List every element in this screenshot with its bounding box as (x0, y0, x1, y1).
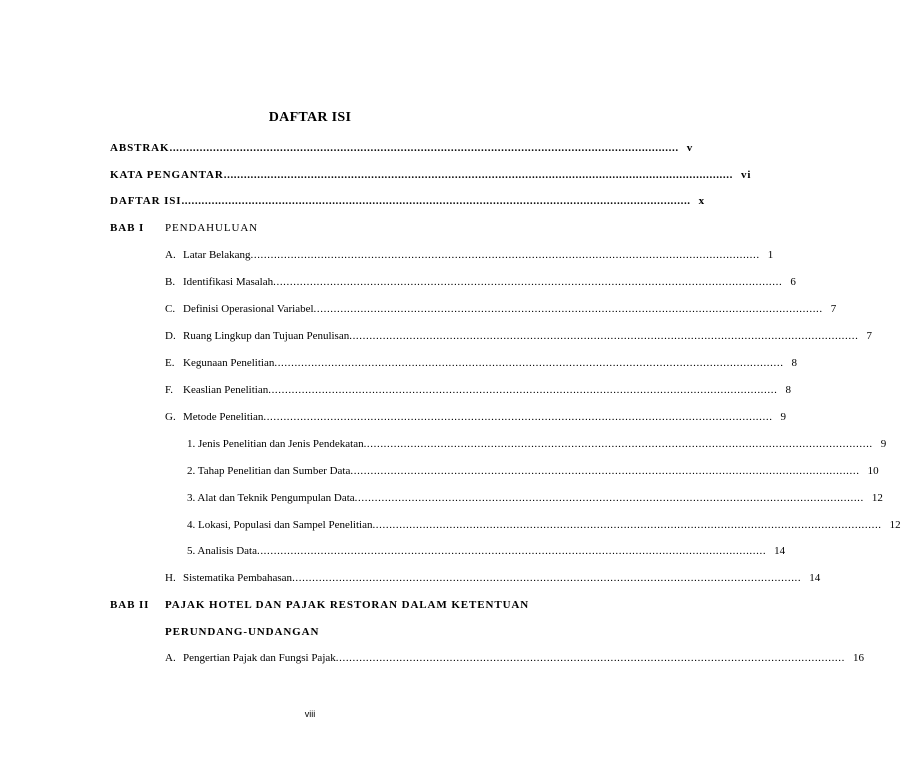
section-title: Kegunaan Penelitian (183, 357, 275, 369)
toc-entry-abstrak[interactable] (110, 140, 694, 156)
toc-page-number: 1 (767, 249, 774, 261)
toc-subsection-entry[interactable] (187, 517, 901, 533)
chapter-number: BAB II (110, 599, 150, 611)
section-letter: G. (165, 411, 176, 423)
chapter-title-line1: PAJAK HOTEL DAN PAJAK RESTORAN DALAM KETENTUAN (165, 599, 530, 611)
toc-section-entry[interactable] (165, 570, 821, 586)
leader-dots: ........................................................................................................................................................ (372, 519, 882, 531)
section-title: Latar Belakang (183, 249, 251, 261)
toc-page-number: 7 (866, 330, 872, 342)
leader-dots: ........................................................................................................................................................ (169, 142, 679, 154)
leader-dots: ........................................................................................................................................................ (268, 384, 778, 396)
leader-dots: ........................................................................................................................................................ (274, 357, 784, 369)
toc-entry-daftar-isi[interactable] (110, 193, 706, 209)
toc-section-entry[interactable] (165, 409, 787, 425)
toc-section-entry[interactable] (165, 301, 837, 317)
toc-page-number: 9 (880, 438, 887, 450)
toc-page-number: 7 (830, 303, 837, 315)
toc-page-number: 12 (871, 492, 883, 504)
toc-page-number: 10 (867, 465, 879, 477)
toc-page-number: x (698, 195, 706, 207)
toc-subsection-entry[interactable] (187, 463, 879, 479)
section-letter: H. (165, 572, 176, 584)
toc-page-number: vi (740, 169, 752, 181)
section-title: Metode Penelitian (183, 411, 264, 423)
section-title: Ruang Lingkup dan Tujuan Penulisan (183, 330, 350, 342)
section-title: Pengertian Pajak dan Fungsi Pajak (183, 652, 336, 664)
leader-dots: ........................................................................................................................................................ (181, 195, 691, 207)
leader-dots: ........................................................................................................................................................ (223, 169, 733, 181)
leader-dots: ........................................................................................................................................................ (273, 276, 783, 288)
subsection-title: 1. Jenis Penelitian dan Jenis Pendekatan (187, 438, 364, 450)
leader-dots: ........................................................................................................................................................ (263, 411, 773, 423)
section-letter: E. (165, 357, 175, 369)
toc-page-number: 8 (791, 357, 798, 369)
section-letter: A. (165, 652, 176, 664)
toc-entry-label: DAFTAR ISI (110, 195, 182, 207)
toc-section-entry[interactable] (165, 247, 774, 263)
toc-subsection-entry[interactable] (187, 436, 887, 452)
toc-page-number: 12 (889, 519, 901, 531)
page-title: DAFTAR ISI (268, 110, 352, 125)
leader-dots: ........................................................................................................................................................ (292, 572, 802, 584)
toc-entry-label: ABSTRAK (110, 142, 170, 154)
chapter-title-line2: PERUNDANG-UNDANGAN (165, 626, 320, 638)
section-title: Definisi Operasional Variabel (183, 303, 314, 315)
toc-section-entry[interactable] (165, 328, 872, 344)
toc-section-entry[interactable] (165, 355, 798, 371)
leader-dots: ........................................................................................................................................................ (335, 652, 845, 664)
toc-page-number: 14 (774, 545, 786, 557)
toc-page-number: 8 (785, 384, 791, 396)
toc-section-entry[interactable] (165, 274, 796, 290)
section-title: Identifikasi Masalah (183, 276, 274, 288)
toc-page-number: 6 (790, 276, 796, 288)
section-title: Sistematika Pembahasan (183, 572, 293, 584)
toc-subsection-entry[interactable] (187, 543, 786, 559)
leader-dots: ........................................................................................................................................................ (350, 465, 860, 477)
chapter-number: BAB I (110, 222, 145, 234)
page-number-footer: viii (304, 709, 316, 719)
section-letter: D. (165, 330, 176, 342)
section-letter: A. (165, 249, 176, 261)
toc-entry-label: KATA PENGANTAR (110, 169, 224, 181)
section-letter: F. (165, 384, 173, 396)
subsection-title: 5. Analisis Data (187, 545, 257, 557)
leader-dots: ........................................................................................................................................................ (349, 330, 859, 342)
toc-page-number: v (686, 142, 694, 154)
leader-dots: ........................................................................................................................................................ (363, 438, 873, 450)
chapter-title: PENDAHULUAN (165, 222, 259, 234)
leader-dots: ........................................................................................................................................................ (354, 492, 864, 504)
leader-dots: ........................................................................................................................................................ (250, 249, 760, 261)
subsection-title: 3. Alat dan Teknik Pengumpulan Data (187, 492, 355, 504)
leader-dots: ........................................................................................................................................................ (313, 303, 823, 315)
section-title: Keaslian Penelitian (183, 384, 269, 396)
toc-section-entry[interactable] (165, 382, 791, 398)
toc-page-number: 16 (852, 652, 864, 664)
section-letter: B. (165, 276, 176, 288)
section-letter: C. (165, 303, 176, 315)
toc-entry-kata-pengantar[interactable] (110, 167, 752, 183)
toc-page-number: 14 (809, 572, 821, 584)
toc-subsection-entry[interactable] (187, 490, 883, 506)
toc-page-number: 9 (780, 411, 787, 423)
toc-section-entry[interactable] (165, 650, 864, 666)
leader-dots: ........................................................................................................................................................ (256, 545, 767, 557)
subsection-title: 2. Tahap Penelitian dan Sumber Data (187, 465, 351, 477)
subsection-title: 4. Lokasi, Populasi dan Sampel Penelitian (187, 519, 373, 531)
